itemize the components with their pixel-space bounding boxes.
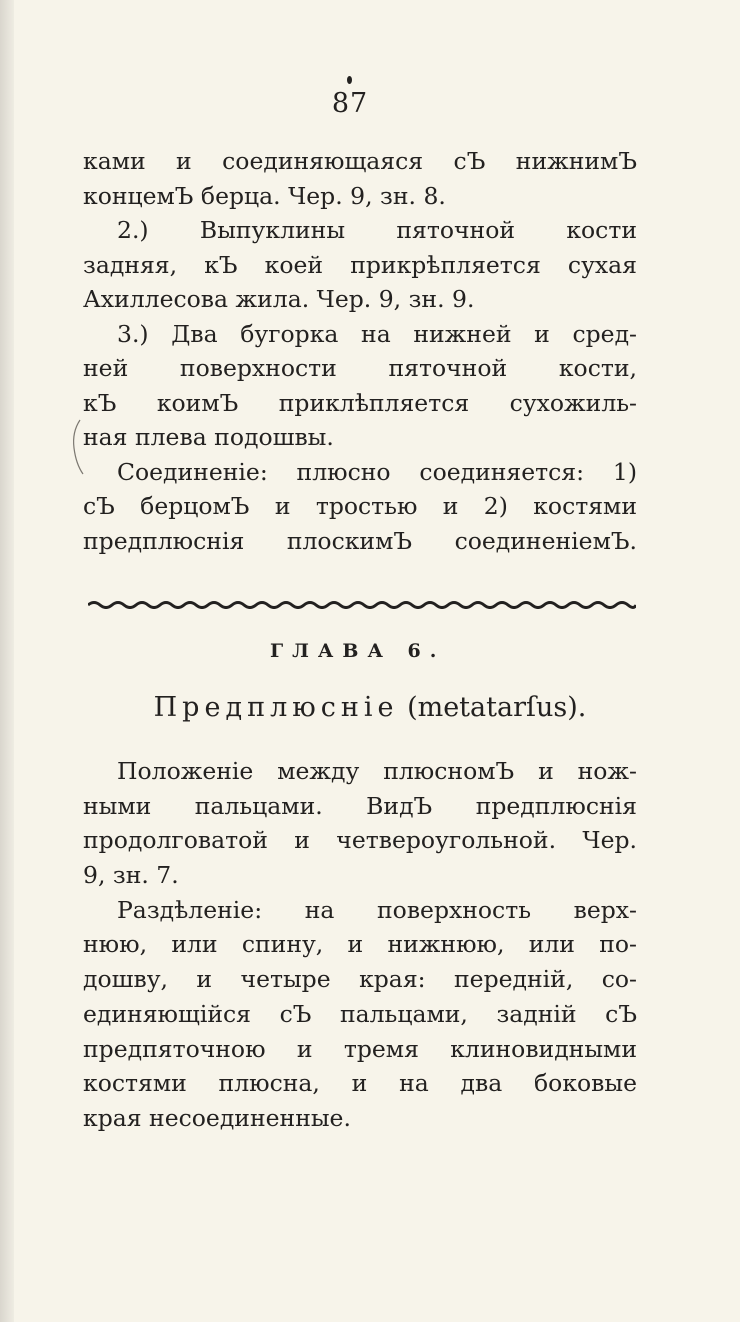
ornamental-divider	[88, 599, 636, 609]
text-line: Раздѣленіе: на поверхность верх-	[117, 895, 637, 924]
text-line: 3.) Два бугорка на нижней и сред-	[117, 319, 637, 348]
upper-text-block	[83, 144, 637, 558]
text-line: концемЪ берца. Чер. 9, зн. 8.	[83, 181, 446, 210]
text-line: дошву, и четыре края: передній, со-	[83, 965, 637, 994]
lower-text-block	[83, 754, 637, 1136]
page-number: 87	[331, 88, 369, 119]
text-line: края несоединенные.	[83, 1103, 351, 1132]
section-title-russian: Предплюсніе	[153, 692, 399, 723]
text-line: Положеніе между плюсномЪ и нож-	[117, 757, 637, 785]
text-line: продолговатой и четвероугольной. Чер.	[83, 826, 637, 855]
text-line: 9, зн. 7.	[83, 861, 179, 890]
text-line: нюю, или спину, и нижнюю, или по-	[83, 930, 637, 959]
text-line: костями плюсна, и на два боковые	[83, 1069, 637, 1098]
text-line: 2.) Выпуклины пяточной кости	[117, 216, 637, 244]
text-line: ками и соединяющаяся сЪ нижнимЪ	[83, 147, 637, 175]
text-line: кЪ коимЪ приклѣпляется сухожиль-	[83, 388, 637, 417]
text-line: предпяточною и тремя клиновидными	[83, 1034, 637, 1063]
text-line: Ахиллесова жила. Чер. 9, зн. 9.	[83, 285, 475, 313]
section-title-latin: (metatarſus).	[407, 692, 587, 723]
text-line: предплюснія плоскимЪ соединеніемЪ.	[83, 526, 637, 555]
text-line: Соединеніе: плюсно соединяется: 1)	[117, 457, 637, 486]
section-title	[0, 692, 740, 723]
chapter-label: ГЛАВА 6.	[270, 640, 446, 662]
text-line: ная плева подошвы.	[83, 423, 334, 451]
pencil-margin-mark	[70, 418, 84, 476]
text-line: задняя, кЪ коей прикрѣпляется сухая	[83, 250, 637, 279]
text-line: ней поверхности пяточной кости,	[83, 354, 637, 382]
ink-mark	[347, 76, 352, 84]
text-line: единяющійся сЪ пальцами, задній сЪ	[83, 999, 637, 1028]
page-binding-edge	[0, 0, 14, 1322]
text-line: ными пальцами. ВидЪ предплюснія	[83, 791, 637, 820]
text-line: сЪ берцомЪ и тростью и 2) костями	[83, 492, 637, 520]
